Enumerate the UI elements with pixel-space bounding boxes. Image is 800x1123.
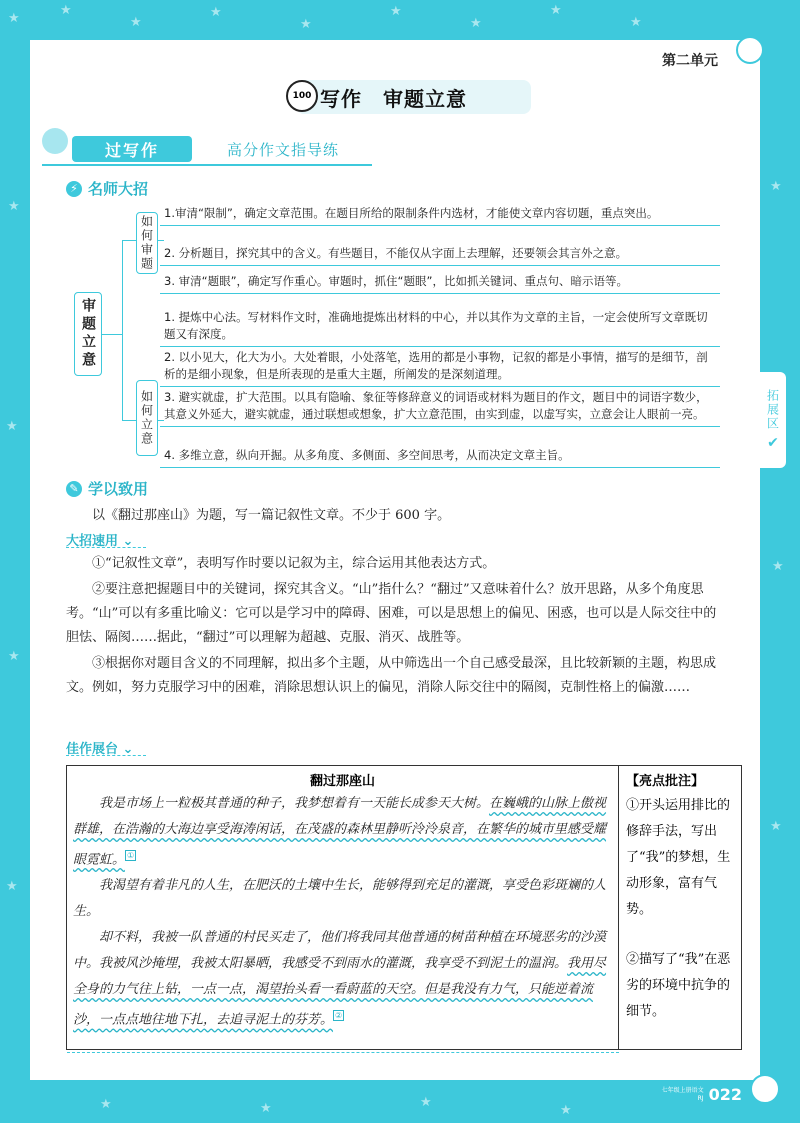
book-label-line: 七年级上册语文 [661, 1086, 704, 1094]
star-decoration: ★ [8, 199, 20, 214]
tips-heading: 大招速用 ⌄ [66, 534, 134, 549]
annotation-title: 【亮点批注】 [626, 774, 705, 789]
star-decoration: ★ [300, 17, 312, 32]
section-heading-text: 名师大招 [88, 180, 149, 198]
mind-map-leaf: 1.审清“限制”，确定文章范围。在题目所给的限制条件内选材，才能使文章内容切题，重点突出。 [160, 204, 720, 226]
star-decoration: ★ [772, 559, 784, 574]
check-icon: ✔ [767, 435, 779, 451]
banner-tag: 过写作 [72, 136, 192, 162]
star-decoration: ★ [420, 1095, 432, 1110]
section-heading-text: 学以致用 [88, 480, 149, 498]
star-decoration: ★ [130, 15, 142, 30]
essay-text: 我是市场上一粒极其普通的种子，我梦想着有一天能长成参天大树。 [99, 796, 490, 811]
annotation-note-2: ②描写了“我”在恶劣的环境中抗争的细节。 [626, 952, 731, 1019]
side-tab[interactable] [760, 372, 786, 468]
showcase-heading: 佳作展台 ⌄ [66, 742, 134, 757]
essay-highlight: 我用尽全身的力气往上钻，一点一点，渴望抬头看一看蔚蓝的天空。但是我没有力气，只能逆着流沙，一点点地往地下扎，去追寻泥土的芬芳。 [73, 956, 607, 1028]
star-decoration: ★ [770, 179, 782, 194]
banner-subtitle: 高分作文指导练 [227, 141, 340, 159]
unit-badge-icon [736, 36, 764, 64]
mind-map [44, 200, 734, 502]
mascot-icon [750, 1074, 780, 1104]
mascot-icon [42, 128, 68, 154]
flower-badge-icon [286, 80, 318, 112]
page-number [662, 1085, 744, 1104]
annotation-column [620, 766, 741, 1049]
connector [122, 240, 123, 420]
book-label [662, 1087, 704, 1103]
section-banner [42, 136, 702, 164]
branch-shenti: 如何审题 [136, 212, 158, 274]
essay-text: 却不料，我被一队普通的村民买走了，他们将我同其他普通的树苗种植在环境恶劣的沙漠中。我被风沙掩埋，我被太阳暴晒，我感受不到雨水的灌溉，我享受不到泥土的温润。 [73, 930, 607, 972]
banner-underline [42, 164, 372, 166]
pencil-icon: ✎ [66, 481, 82, 497]
tip-2: ②要注意把握题目中的关键词，探究其含义。“山”指什么？“翻过”又意味着什么？放开思路，从多个角度思考。“山”可以有多重比喻义：它可以是学习中的障碍、困难，可以是思想上的偏见、困惑，也可以是人际交往中的胆怯、隔阂……据此，“翻过”可以理解为超越、克服、消灭、战胜等。 [66, 582, 717, 645]
essay-main [67, 766, 619, 1049]
page-title-box [292, 80, 531, 114]
connector [122, 420, 136, 421]
connector [102, 334, 122, 335]
lightning-icon: ⚡ [66, 181, 82, 197]
tip-3: ③根据你对题目含义的不同理解，拟出多个主题，从中筛选出一个自己感受最深，且比较新颖的主题，构思成文。例如，努力克服学习中的困难，消除思想认识上的偏见，消除人际交往中的隔阂，克制性格上的偏激…… [66, 656, 717, 695]
mind-map-leaf: 3. 避实就虚，扩大范围。以具有隐喻、象征等修辞意义的词语或材料为题目的作文，题目中的词语字数少，其意义外延大，避实就虚，通过联想或想象，扩大立意范围，由实到虚，以虚写实，立意会让人眼前一亮。 [160, 388, 720, 427]
annotation-note-1: ①开头运用排比的修辞手法，写出了“我”的梦想，生动形象，富有气势。 [626, 798, 731, 917]
tips-underline [66, 547, 146, 548]
mind-map-leaf: 2. 以小见大，化大为小。大处着眼，小处落笔，选用的都是小事物，记叙的都是小事情，描写的是细节，剖析的是细小现象，但是所表现的是重大主题，所阐发的是深刻道理。 [160, 348, 720, 387]
section-heading-tips [66, 178, 148, 199]
star-decoration: ★ [100, 1097, 112, 1112]
tip-1: ①“记叙性文章”，表明写作时要以记叙为主，综合运用其他表达方式。 [92, 556, 496, 571]
star-decoration: ★ [210, 5, 222, 20]
star-decoration: ★ [260, 1101, 272, 1116]
mind-map-leaf: 1. 提炼中心法。写材料作文时，准确地提炼出材料的中心，并以其作为文章的主旨，一定会使所写文章既切题又有深度。 [160, 308, 720, 347]
tips-heading-text: 大招速用 [66, 534, 119, 549]
star-decoration: ★ [60, 3, 72, 18]
essay-box [66, 765, 742, 1050]
book-label-line: RJ [697, 1094, 704, 1102]
star-decoration: ★ [6, 419, 18, 434]
writing-prompt: 以《翻过那座山》为题，写一篇记叙性文章。不少于 600 字。 [92, 508, 451, 523]
unit-label: 第二单元 [662, 53, 718, 69]
showcase-underline [66, 755, 146, 756]
essay-paragraph-1 [73, 791, 612, 873]
essay-highlight: 在巍峨的山脉上傲视群雄，在浩瀚的大海边享受海涛闲话，在茂盛的森林里静听泠泠泉音，在繁华的城市里感受耀眼霓虹。 [73, 796, 607, 868]
page-number-text: 022 [708, 1085, 742, 1104]
star-decoration: ★ [470, 16, 482, 31]
connector [122, 240, 136, 241]
essay-paragraph-3 [73, 925, 612, 1033]
star-decoration: ★ [550, 3, 562, 18]
star-decoration: ★ [630, 15, 642, 30]
essay-title: 翻过那座山 [309, 774, 375, 789]
star-decoration: ★ [770, 819, 782, 834]
star-decoration: ★ [6, 879, 18, 894]
mind-map-leaf: 2. 分析题目，探究其中的含义。有些题目，不能仅从字面上去理解，还要领会其言外之意。 [160, 244, 720, 266]
star-decoration: ★ [560, 1103, 572, 1118]
essay-dashed-line [67, 1051, 619, 1053]
connector [158, 240, 164, 241]
mind-map-leaf: 3. 审清“题眼”，确定写作重心。审题时，抓住“题眼”，比如抓关键词、重点句、暗示语等。 [160, 272, 720, 294]
showcase-heading-text: 佳作展台 [66, 742, 119, 757]
star-decoration: ★ [390, 4, 402, 19]
essay-paragraph-2: 我渴望有着非凡的人生，在肥沃的土壤中生长，能够得到充足的灌溉，享受色彩斑斓的人生。 [73, 878, 607, 920]
flower-badge-text: 100 [292, 91, 312, 101]
branch-liyi: 如何立意 [136, 380, 158, 456]
page-title: 写作 审题立意 [320, 86, 467, 111]
star-decoration: ★ [8, 649, 20, 664]
mind-map-leaf: 4. 多维立意，纵向开掘。从多角度、多侧面、多空间思考，从而决定文章主旨。 [160, 446, 720, 468]
footnote-marker: ② [335, 1011, 343, 1021]
side-tab-label: 拓展区 [765, 389, 780, 431]
section-heading-practice [66, 478, 148, 499]
mind-map-root: 审题立意 [74, 292, 102, 376]
star-decoration: ★ [8, 11, 20, 26]
footnote-marker: ① [127, 851, 135, 860]
